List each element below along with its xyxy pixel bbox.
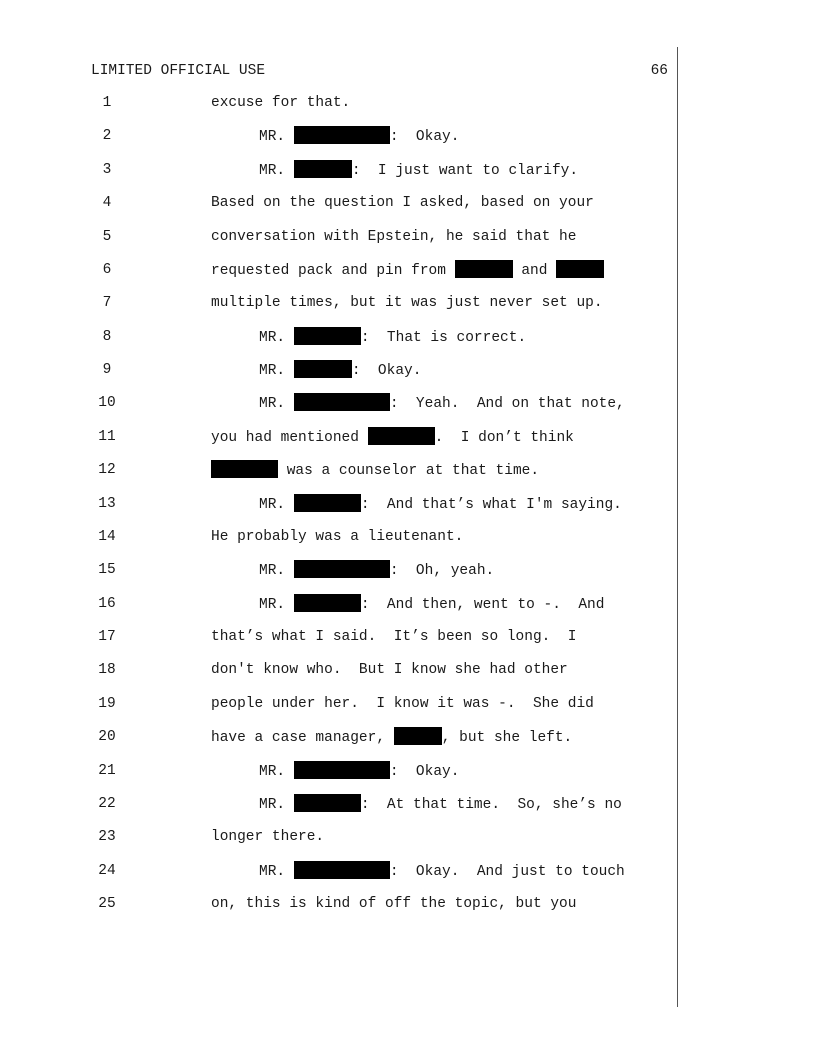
line-text: [211, 193, 594, 213]
line-number: 24: [98, 862, 116, 879]
transcript-line: [0, 627, 816, 647]
line-text: [259, 160, 578, 181]
text-segment: : Okay.: [389, 763, 460, 780]
line-text: [259, 794, 622, 815]
line-text: [211, 627, 576, 647]
redaction-block: [294, 560, 390, 578]
line-text: [259, 327, 526, 348]
text-segment: MR.: [259, 363, 294, 379]
text-segment: longer there.: [211, 829, 325, 846]
text-segment: MR.: [259, 329, 294, 346]
line-number: 16: [98, 595, 116, 612]
line-text: [211, 260, 604, 281]
transcript-line: [0, 126, 816, 146]
line-number: 8: [102, 328, 112, 345]
transcript-line: [0, 794, 816, 814]
line-number: 7: [102, 295, 112, 312]
line-number: 15: [98, 562, 116, 579]
transcript-line: [0, 393, 816, 413]
line-number: 13: [98, 495, 116, 512]
transcript-line: [0, 660, 816, 680]
text-segment: : At that time. So, she’s no: [360, 796, 622, 813]
text-segment: : And then, went to -. And: [360, 596, 605, 613]
line-text: [259, 594, 604, 615]
text-segment: conversation with Epstein, he said that he: [211, 228, 577, 245]
line-text: [259, 861, 625, 882]
redaction-block: [294, 594, 361, 612]
line-number: 19: [98, 695, 116, 712]
text-segment: people under her. I know it was -. She did: [211, 695, 594, 712]
transcript-line: [0, 560, 816, 580]
line-number: 3: [102, 161, 112, 178]
text-segment: excuse for that.: [211, 95, 351, 111]
line-number: 4: [102, 195, 112, 212]
transcript-line: [0, 527, 816, 547]
transcript-line: [0, 260, 816, 280]
line-number: 22: [98, 795, 116, 812]
transcript-line: [0, 494, 816, 514]
redaction-block: [211, 460, 278, 478]
text-segment: : Yeah. And on that note,: [389, 396, 625, 413]
line-text: [211, 93, 350, 113]
transcript-line: [0, 293, 816, 313]
text-segment: MR.: [259, 763, 294, 780]
line-number: 6: [102, 261, 112, 278]
redaction-block: [294, 794, 361, 812]
transcript-line: [0, 727, 816, 747]
redaction-block: [294, 393, 390, 411]
line-text: [211, 694, 594, 714]
text-segment: . I don’t think: [434, 429, 574, 446]
line-number: 10: [98, 395, 116, 412]
line-number: 25: [98, 896, 116, 912]
text-segment: that’s what I said. It’s been so long. I: [211, 629, 577, 645]
line-text: [211, 827, 324, 847]
text-segment: MR.: [259, 863, 294, 880]
redaction-block: [294, 761, 390, 779]
text-segment: : Okay. And just to touch: [389, 863, 625, 880]
redaction-block: [368, 427, 435, 445]
text-segment: don't know who. But I know she had other: [211, 662, 568, 679]
line-text: [211, 727, 572, 748]
line-text: [211, 427, 574, 448]
line-text: [259, 126, 459, 147]
line-number: 14: [98, 528, 116, 545]
line-text: [259, 761, 459, 782]
transcript-line: [0, 894, 816, 914]
line-number: 5: [102, 228, 112, 245]
text-segment: : Okay.: [389, 129, 460, 146]
text-segment: Based on the question I asked, based on your: [211, 195, 594, 212]
line-text: [259, 393, 625, 414]
transcript-line: [0, 761, 816, 781]
text-segment: MR.: [259, 162, 294, 179]
line-number: 17: [98, 629, 116, 645]
transcript-line: [0, 93, 816, 113]
line-text: [211, 894, 576, 914]
line-text: [211, 460, 539, 481]
redaction-block: [294, 360, 352, 378]
text-segment: : That is correct.: [360, 329, 527, 346]
header-classification: LIMITED OFFICIAL USE: [91, 63, 266, 79]
transcript-line: [0, 827, 816, 847]
transcript-line: [0, 327, 816, 347]
redaction-block: [294, 126, 390, 144]
text-segment: you had mentioned: [211, 429, 368, 446]
redaction-block: [556, 260, 604, 278]
text-segment: , but she left.: [441, 730, 573, 747]
redaction-block: [294, 861, 390, 879]
redaction-block: [294, 327, 361, 345]
page-number: 66: [650, 63, 668, 79]
line-text: [259, 560, 494, 581]
transcript-line: [0, 160, 816, 180]
text-segment: was a counselor at that time.: [278, 463, 540, 480]
transcript-line: [0, 861, 816, 881]
redaction-block: [394, 727, 442, 745]
line-text: [259, 494, 622, 515]
text-segment: : And that’s what I'm saying.: [360, 496, 622, 513]
text-segment: MR.: [259, 129, 294, 146]
text-segment: and: [512, 262, 557, 279]
line-text: [211, 293, 603, 313]
transcript-line: [0, 594, 816, 614]
line-text: [211, 527, 463, 547]
line-number: 20: [98, 729, 116, 746]
text-segment: MR.: [259, 796, 294, 813]
text-segment: MR.: [259, 396, 294, 413]
line-text: [211, 227, 576, 247]
redaction-block: [294, 160, 352, 178]
line-text: [259, 360, 421, 381]
transcript-line: [0, 193, 816, 213]
line-number: 12: [98, 462, 116, 479]
redaction-block: [455, 260, 513, 278]
text-segment: : Okay.: [351, 363, 422, 379]
transcript-line: [0, 427, 816, 447]
line-number: 18: [98, 662, 116, 679]
transcript-line: [0, 227, 816, 247]
text-segment: MR.: [259, 596, 294, 613]
line-text: [211, 660, 568, 680]
line-number: 11: [98, 428, 116, 445]
text-segment: requested pack and pin from: [211, 262, 455, 279]
line-number: 21: [98, 762, 116, 779]
text-segment: He probably was a lieutenant.: [211, 528, 464, 545]
redaction-block: [294, 494, 361, 512]
line-number: 9: [102, 362, 112, 378]
transcript-line: [0, 360, 816, 380]
text-segment: have a case manager,: [211, 730, 394, 747]
transcript-line: [0, 694, 816, 714]
text-segment: : I just want to clarify.: [351, 162, 579, 179]
line-number: 2: [102, 128, 112, 145]
text-segment: on, this is kind of off the topic, but you: [211, 896, 577, 912]
line-number: 23: [98, 829, 116, 846]
text-segment: : Oh, yeah.: [389, 563, 495, 580]
line-number: 1: [102, 95, 112, 111]
transcript-line: [0, 460, 816, 480]
text-segment: multiple times, but it was just never set up.: [211, 295, 603, 312]
page-header: [91, 62, 668, 80]
text-segment: MR.: [259, 496, 294, 513]
text-segment: MR.: [259, 563, 294, 580]
